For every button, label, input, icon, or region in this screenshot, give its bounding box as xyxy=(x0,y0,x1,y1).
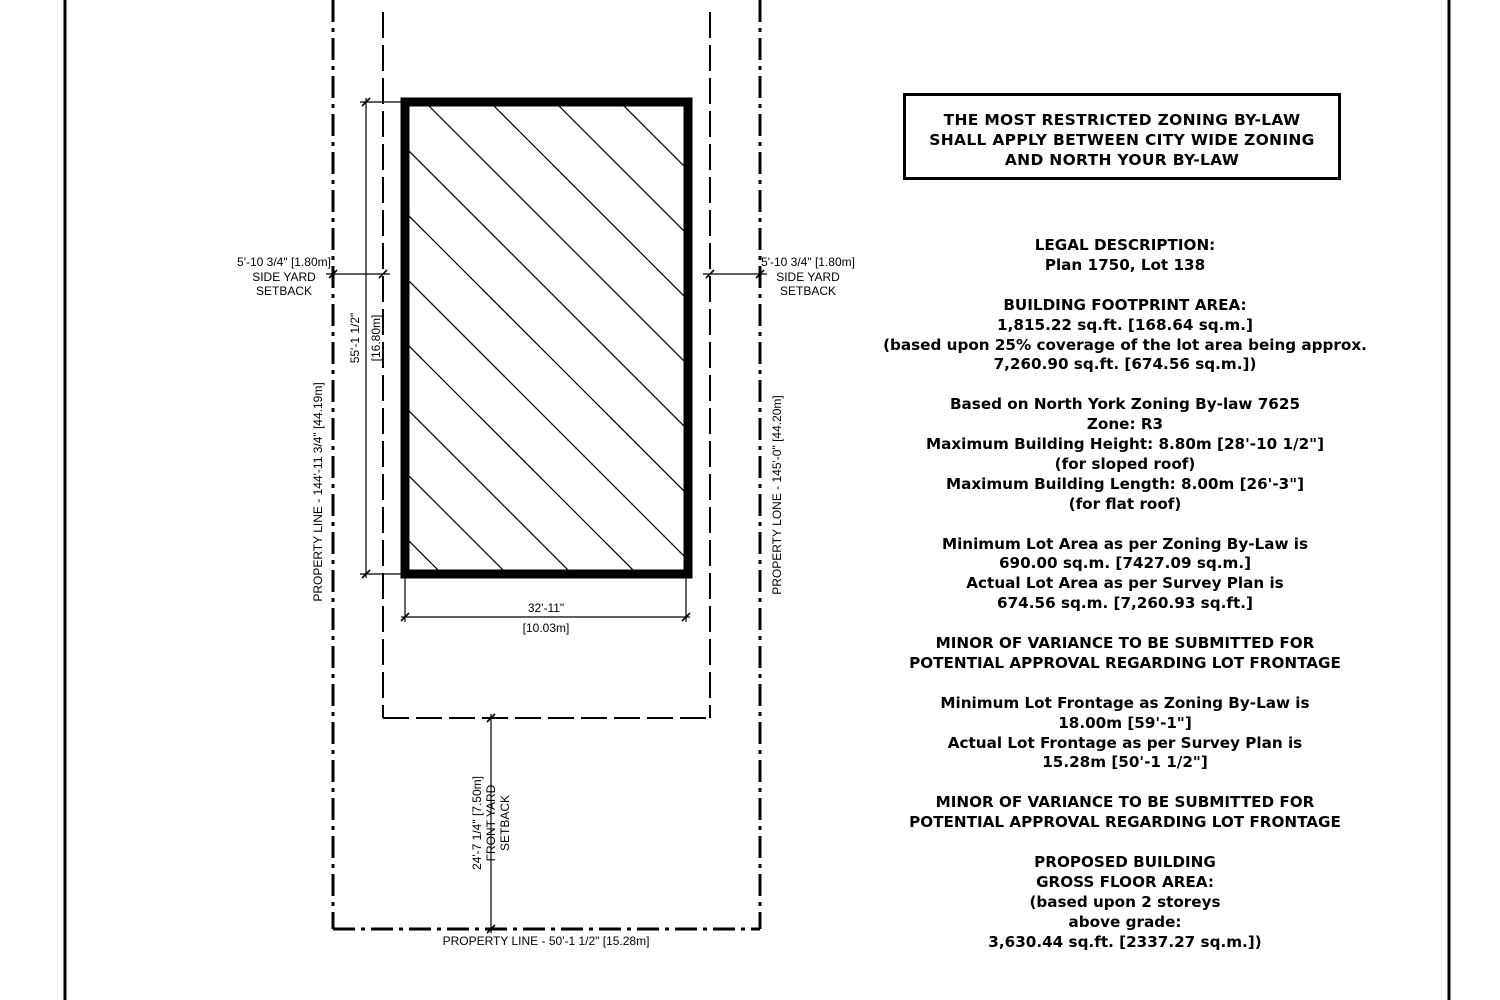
note-line: POTENTIAL APPROVAL REGARDING LOT FRONTAGE xyxy=(909,653,1341,672)
note-line: Actual Lot Frontage as per Survey Plan is xyxy=(947,733,1303,752)
note-line: 3,630.44 sq.ft. [2337.27 sq.m.]) xyxy=(988,932,1262,951)
notice-line: AND NORTH YOUR BY-LAW xyxy=(1004,151,1240,169)
right-property-line-label: PROPERTY LONE - 145'-0" [44.20m] xyxy=(770,395,784,595)
note-line: Minimum Lot Area as per Zoning By-Law is xyxy=(941,534,1309,553)
note-paragraph xyxy=(860,395,1390,514)
building-width-dimension xyxy=(401,578,690,622)
note-line: above grade: xyxy=(1068,912,1182,931)
note-paragraph xyxy=(860,694,1390,774)
building-width-imperial: 32'-11" xyxy=(527,601,565,615)
note-paragraph xyxy=(860,296,1390,376)
note-line: POTENTIAL APPROVAL REGARDING LOT FRONTAGE xyxy=(909,813,1341,832)
left-setback-label-2: SETBACK xyxy=(255,284,313,298)
note-line: LEGAL DESCRIPTION: xyxy=(1034,236,1216,254)
note-line: 690.00 sq.m. [7427.09 sq.m.] xyxy=(998,554,1252,573)
note-line: 18.00m [59'-1"] xyxy=(1058,713,1192,732)
note-line: (for flat roof) xyxy=(1068,494,1182,513)
note-line: (based upon 2 storeys xyxy=(1029,892,1221,911)
zoning-notes xyxy=(860,236,1390,972)
front-setback-label-2: SETBACK xyxy=(498,794,512,852)
front-setback-label-1: FRONT YARD xyxy=(484,784,498,862)
building-depth-imperial: 55'-1 1/2" xyxy=(348,312,362,364)
front-setback-value: 24'-7 1/4" [7.50m] xyxy=(470,776,484,870)
notice-line: SHALL APPLY BETWEEN CITY WIDE ZONING xyxy=(929,131,1315,149)
left-setback-label-1: SIDE YARD xyxy=(252,270,316,284)
note-line: 15.28m [50'-1 1/2"] xyxy=(1042,753,1208,772)
note-line: Minimum Lot Frontage as Zoning By-Law is xyxy=(940,693,1310,712)
note-paragraph xyxy=(860,236,1390,276)
note-paragraph xyxy=(860,634,1390,674)
left-setback-value: 5'-10 3/4" [1.80m] xyxy=(237,255,331,269)
note-line: MINOR OF VARIANCE TO BE SUBMITTED FOR xyxy=(935,634,1315,653)
note-line: GROSS FLOOR AREA: xyxy=(1036,872,1214,891)
front-property-line-label: PROPERTY LINE - 50'-1 1/2" [15.28m] xyxy=(442,934,650,948)
building-depth-metric: [16.80m] xyxy=(369,314,383,362)
note-paragraph xyxy=(860,793,1390,833)
property-line-boundary xyxy=(333,0,760,929)
note-line: MINOR OF VARIANCE TO BE SUBMITTED FOR xyxy=(935,793,1315,812)
right-setback-value: 5'-10 3/4" [1.80m] xyxy=(761,255,855,269)
note-line: 7,260.90 sq.ft. [674.56 sq.m.]) xyxy=(993,355,1257,374)
notice-line: THE MOST RESTRICTED ZONING BY-LAW xyxy=(943,111,1301,129)
note-line: BUILDING FOOTPRINT AREA: xyxy=(1003,295,1247,314)
building-width-metric: [10.03m] xyxy=(522,621,570,635)
note-line: Maximum Building Height: 8.80m [28'-10 1/2"] xyxy=(925,435,1325,454)
note-line: (for sloped roof) xyxy=(1054,454,1196,473)
note-line: 674.56 sq.m. [7,260.93 sq.ft.] xyxy=(997,594,1253,613)
note-line: Plan 1750, Lot 138 xyxy=(1044,255,1206,274)
note-line: Actual Lot Area as per Survey Plan is xyxy=(966,574,1284,593)
note-line: Based on North York Zoning By-law 7625 xyxy=(949,395,1301,414)
note-line: 1,815.22 sq.ft. [168.64 sq.m.] xyxy=(997,315,1253,334)
left-property-line-label: PROPERTY LINE - 144'-11 3/4" [44.19m] xyxy=(311,382,325,602)
note-line: Maximum Building Length: 8.00m [26'-3"] xyxy=(945,474,1305,493)
note-line: Zone: R3 xyxy=(1086,415,1164,434)
note-paragraph xyxy=(860,853,1390,953)
note-paragraph xyxy=(860,535,1390,615)
right-setback-label-1: SIDE YARD xyxy=(776,270,840,284)
zoning-notice-box xyxy=(903,93,1341,180)
note-line: (based upon 25% coverage of the lot area being approx. xyxy=(883,335,1367,354)
right-side-yard-dimension xyxy=(703,270,767,278)
note-line: PROPOSED BUILDING xyxy=(1034,852,1216,871)
left-side-yard-dimension xyxy=(326,270,390,278)
right-setback-label-2: SETBACK xyxy=(779,284,837,298)
